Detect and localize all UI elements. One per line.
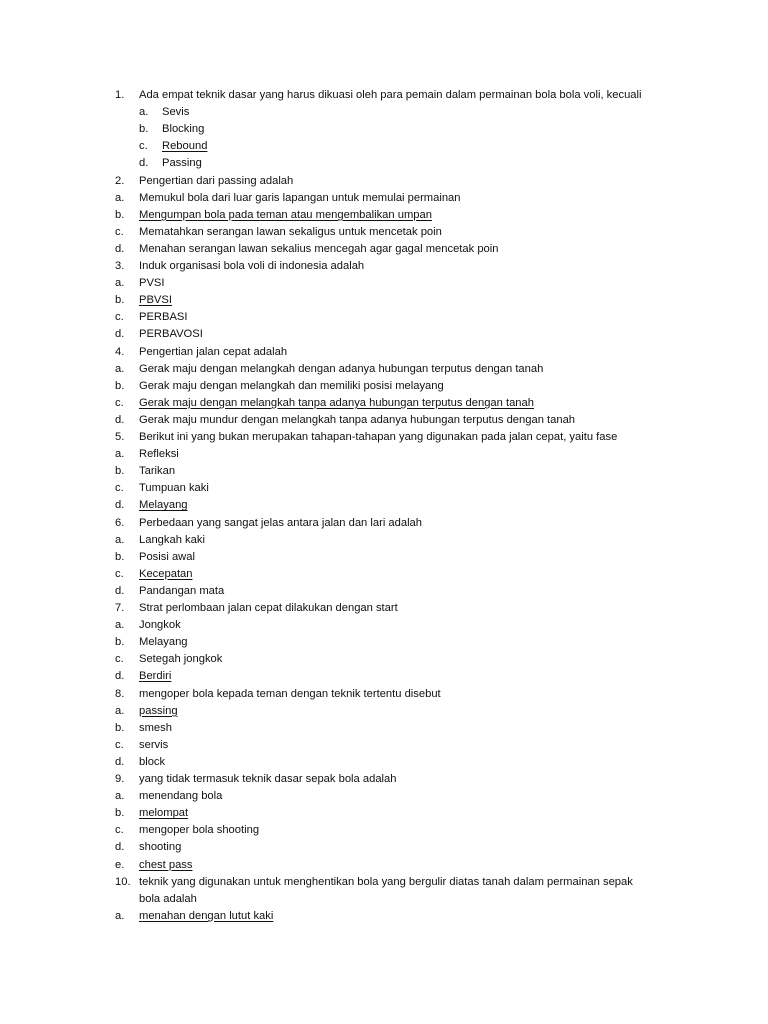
question-text: Induk organisasi bola voli di indonesia adalah <box>139 260 365 272</box>
answer-option-text: PBVSI <box>139 294 172 307</box>
option-text: Melayang <box>139 636 188 649</box>
question-number: 6. <box>115 516 125 529</box>
question-text: Berikut ini yang bukan merupakan tahapan-tahapan yang digunakan pada jalan cepat, yaitu fase <box>139 431 618 443</box>
option-letter: b. <box>115 208 125 221</box>
question-text: Strat perlombaan jalan cepat dilakukan dengan start <box>139 602 398 614</box>
question-number: 8. <box>115 687 125 700</box>
option-letter: a. <box>139 106 149 119</box>
option-text: PVSI <box>139 277 165 290</box>
option-letter: a. <box>115 909 125 922</box>
question-text: mengoper bola kepada teman dengan teknik tertentu disebut <box>139 687 441 700</box>
option-text: Setegah jongkok <box>139 653 223 666</box>
option-text: PERBAVOSI <box>139 328 203 341</box>
answer-option-text: chest pass <box>139 858 193 871</box>
option-text: Mematahkan serangan lawan sekaligus untuk mencetak poin <box>139 225 442 238</box>
answer-option-text: Melayang <box>139 499 188 512</box>
option-text: Pandangan mata <box>139 584 225 597</box>
option-letter: b. <box>115 807 125 820</box>
option-letter: d. <box>115 670 125 683</box>
option-text: Tumpuan kaki <box>139 482 209 495</box>
answer-option-text: melompat <box>139 807 189 820</box>
question-text: bola adalah <box>139 892 197 905</box>
option-letter: b. <box>115 550 125 563</box>
option-text: shooting <box>139 841 182 854</box>
question-text: teknik yang digunakan untuk menghentikan bola yang bergulir diatas tanah dalam permainan sepak <box>139 875 633 888</box>
option-letter: c. <box>139 140 148 153</box>
option-letter: a. <box>115 448 125 461</box>
question-number: 4. <box>115 345 125 358</box>
option-letter: c. <box>115 567 124 580</box>
option-letter: a. <box>115 704 125 717</box>
option-letter: c. <box>115 653 124 666</box>
option-text: Tarikan <box>139 465 176 478</box>
option-letter: a. <box>115 533 125 546</box>
option-text: servis <box>139 738 169 751</box>
question-number: 3. <box>115 260 125 272</box>
answer-option-text: Berdiri <box>139 670 172 683</box>
option-text: Sevis <box>162 106 190 119</box>
option-letter: d. <box>115 584 125 597</box>
option-letter: d. <box>139 157 149 170</box>
option-letter: b. <box>115 294 125 307</box>
option-text: menendang bola <box>139 790 223 803</box>
question-number: 10. <box>115 875 131 888</box>
question-text: yang tidak termasuk teknik dasar sepak bola adalah <box>139 773 397 785</box>
option-text: mengoper bola shooting <box>139 824 260 837</box>
option-letter: b. <box>139 123 149 136</box>
question-text: Ada empat teknik dasar yang harus dikuasi oleh para pemain dalam permainan bola bola voli, kecuali <box>139 89 642 101</box>
option-letter: c. <box>115 824 124 837</box>
option-letter: d. <box>115 499 125 512</box>
option-text: Gerak maju dengan melangkah dengan adanya hubungan terputus dengan tanah <box>139 362 544 375</box>
option-letter: d. <box>115 841 125 854</box>
option-text: Blocking <box>162 123 205 136</box>
option-letter: c. <box>115 225 124 238</box>
option-text: Menahan serangan lawan sekalius mencegah agar gagal mencetak poin <box>139 242 499 255</box>
answer-option-text: Kecepatan <box>139 567 193 580</box>
option-text: Jongkok <box>139 619 181 632</box>
option-text: smesh <box>139 721 172 734</box>
answer-option-text: Gerak maju dengan melangkah tanpa adanya hubungan terputus dengan tanah <box>139 396 534 409</box>
answer-option-text: Mengumpan bola pada teman atau mengembalikan umpan <box>139 208 432 221</box>
option-letter: d. <box>115 413 125 426</box>
option-letter: b. <box>115 379 125 392</box>
option-letter: a. <box>115 362 125 375</box>
option-letter: d. <box>115 328 125 341</box>
option-text: Langkah kaki <box>139 533 205 546</box>
option-letter: c. <box>115 311 124 324</box>
answer-option-text: Rebound <box>162 140 208 153</box>
question-number: 5. <box>115 431 125 443</box>
option-letter: d. <box>115 755 125 768</box>
option-letter: c. <box>115 396 124 409</box>
option-letter: b. <box>115 636 125 649</box>
option-letter: b. <box>115 721 125 734</box>
option-text: PERBASI <box>139 311 188 324</box>
option-text: Gerak maju dengan melangkah dan memiliki posisi melayang <box>139 379 444 392</box>
answer-option-text: passing <box>139 704 178 717</box>
option-letter: c. <box>115 738 124 751</box>
option-text: Gerak maju mundur dengan melangkah tanpa adanya hubungan terputus dengan tanah <box>139 413 576 426</box>
question-number: 2. <box>115 174 125 187</box>
answer-option-text: menahan dengan lutut kaki <box>139 909 274 922</box>
question-number: 1. <box>115 89 125 101</box>
option-text: Posisi awal <box>139 550 195 563</box>
option-text: block <box>139 755 166 768</box>
option-letter: a. <box>115 790 125 803</box>
option-letter: e. <box>115 858 125 871</box>
option-text: Passing <box>162 157 202 170</box>
question-text: Perbedaan yang sangat jelas antara jalan dan lari adalah <box>139 516 423 529</box>
option-text: Refleksi <box>139 448 179 461</box>
option-letter: a. <box>115 619 125 632</box>
option-letter: b. <box>115 465 125 478</box>
question-text: Pengertian dari passing adalah <box>139 174 294 187</box>
option-letter: d. <box>115 242 125 255</box>
option-letter: c. <box>115 482 124 495</box>
question-text: Pengertian jalan cepat adalah <box>139 345 288 358</box>
option-letter: a. <box>115 277 125 290</box>
option-letter: a. <box>115 191 125 204</box>
question-number: 7. <box>115 602 125 614</box>
option-text: Memukul bola dari luar garis lapangan untuk memulai permainan <box>139 191 461 204</box>
question-number: 9. <box>115 773 125 785</box>
